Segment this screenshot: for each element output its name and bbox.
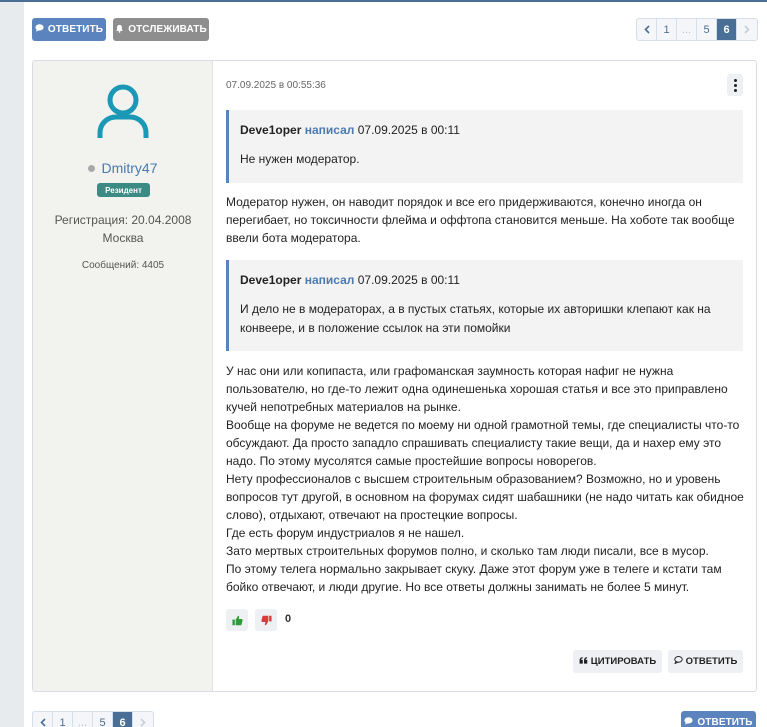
pager-prev-button[interactable] (33, 712, 53, 727)
pager-ellipsis: ... (677, 19, 697, 40)
pager-page-5[interactable]: 5 (697, 19, 717, 40)
pager-page-current[interactable]: 6 (113, 712, 133, 727)
pager-page-1[interactable]: 1 (657, 19, 677, 40)
quote-button[interactable] (573, 650, 662, 673)
user-registration: Регистрация: 20.04.2008 (54, 213, 192, 227)
quote-header-1 (240, 121, 743, 140)
username[interactable] (33, 160, 213, 176)
quote-author-2[interactable]: Deve1oper (240, 273, 302, 287)
bell-icon (115, 24, 124, 36)
quote-wrote-1[interactable]: написал (304, 123, 355, 137)
speech-bubble-icon (684, 717, 693, 727)
watch-button[interactable] (113, 18, 209, 41)
quote-text-2: И дело не в модераторах, а в пустых статьях, которые их авторишки клепают как на конвеере, и в положение ссылок на эти помойки (240, 302, 711, 335)
quote-block-2 (226, 260, 743, 351)
pagination-top (636, 18, 758, 41)
pager-prev-button[interactable] (637, 19, 657, 40)
reply-button-bottom-label: ОТВЕТИТЬ (697, 717, 753, 727)
post-paragraph-2: У нас они или копипаста, или графоманская заумность которая нафиг не нужна пользователю, но где-то лежит одна одинешенька хорошая статья и все это приправлено кучей непотребных материалов на рынке. Вообще на форуме не ведется по моему ни одной грамотной темы, где специалисты что-то обсуждают. Да просто западло спрашивать специалисту такие вещи, да и нахер ему это надо. По этому мусолятся самые простейшие вопросы новорегов. Нету профессионалов с высшем строительным образованием? Возможно, но и уровень вопросов тут другой, в основном на форумах сидят шабашники (не надо читать как обидное слово), отдыхают, отвечают на простецкие вопросы. Где есть форум индустриалов я не нашел. Зато мертвых строительных форумов полно, и сколько там люди писали, все в мусор. По этому телега нормально закрывает скуку. Даже этот форум уже в телеге и кстати там бойко отвечают, и люди другие. Но все ответы должны занимать не более 5 минут. (226, 364, 744, 594)
reply-button[interactable] (32, 18, 106, 41)
quote-block-1 (226, 110, 743, 183)
offline-status-dot (88, 165, 95, 172)
user-panel (33, 61, 213, 691)
quote-author-1[interactable]: Deve1oper (240, 123, 302, 137)
user-message-count: Сообщений: 4405 (81, 260, 165, 271)
user-icon[interactable] (96, 83, 150, 139)
quote-date-1: 07.09.2025 в 00:11 (357, 123, 460, 137)
pagination-bottom (32, 711, 154, 727)
pager-page-1[interactable]: 1 (53, 712, 73, 727)
pager-page-current[interactable]: 6 (717, 19, 737, 40)
speech-bubble-icon (35, 24, 44, 35)
pager-page-5[interactable]: 5 (93, 712, 113, 727)
post-reply-button-label: ОТВЕТИТЬ (685, 656, 738, 667)
post-paragraph-1: Модератор нужен, он наводит порядок и все его придерживаются, конечно иногда он перегибает, но токсичности флейма и оффтопа становится меньше. На хоботе так вообще ввели бота модератора. (226, 195, 735, 245)
more-vertical-icon[interactable] (727, 74, 743, 96)
reply-button-bottom[interactable] (681, 711, 756, 727)
quote-header-2 (240, 271, 743, 290)
pager-next-button[interactable] (737, 19, 757, 40)
quote-icon (579, 656, 588, 667)
quote-text-1: Не нужен модератор. (240, 152, 360, 166)
user-badge: Резидент (97, 183, 150, 197)
username-text: Dmitry47 (101, 160, 158, 176)
post-timestamp[interactable]: 07.09.2025 в 00:55:36 (226, 80, 326, 91)
reply-button-label: ОТВЕТИТЬ (47, 24, 104, 35)
watch-button-label: ОТСЛЕЖИВАТЬ (128, 24, 207, 35)
post-reply-button[interactable] (668, 650, 743, 673)
quote-button-label: ЦИТИРОВАТЬ (590, 656, 657, 667)
reaction-count: 0 (285, 613, 292, 625)
quote-wrote-2[interactable]: написал (304, 273, 355, 287)
pager-ellipsis: ... (73, 712, 93, 727)
quote-date-2: 07.09.2025 в 00:11 (357, 273, 460, 287)
post (32, 60, 757, 692)
pager-next-button[interactable] (133, 712, 153, 727)
thumbs-up-icon[interactable] (226, 609, 248, 631)
thumbs-down-icon[interactable] (255, 609, 277, 631)
user-location: Москва (102, 231, 144, 245)
speech-bubble-icon (674, 656, 683, 667)
